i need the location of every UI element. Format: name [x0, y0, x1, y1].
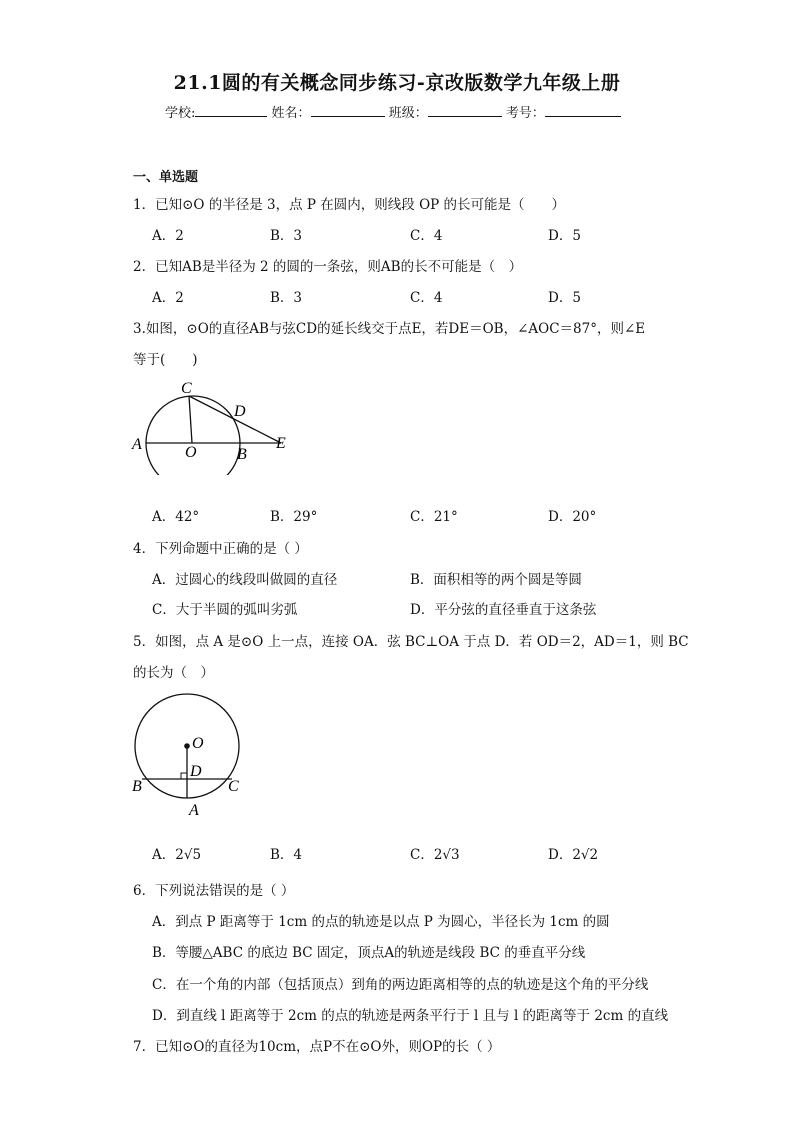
question-3-option-b: B．29° — [270, 509, 318, 525]
question-3-option-a: A．42° — [152, 509, 200, 525]
question-6-option-c: C．在一个角的内部（包括顶点）到角的两边距离相等的点的轨迹是这个角的平分线 — [152, 977, 649, 993]
question-5-option-c: C．2√3 — [410, 847, 460, 863]
circle-o — [146, 396, 240, 475]
right-angle-mark — [181, 773, 187, 779]
student-info-line — [165, 102, 621, 121]
question-4-option-a: A．过圆心的线段叫做圆的直径 — [152, 572, 338, 588]
worksheet-title: 21.1圆的有关概念同步练习-京改版数学九年级上册 — [173, 72, 621, 94]
label-c: C — [181, 380, 192, 397]
question-5-stem-line1: 5．如图，点 A 是⊙O 上一点，连接 OA．弦 BC⊥OA 于点 D．若 OD＝2，AD＝1，则 BC — [133, 634, 689, 650]
question-1-option-a: A．2 — [152, 228, 184, 244]
question-5-option-a: A．2√5 — [152, 847, 202, 863]
label-e: E — [276, 435, 286, 452]
question-5-figure — [128, 690, 258, 820]
question-5-option-d: D．2√2 — [548, 847, 599, 863]
number-label: 考号： — [505, 106, 545, 121]
question-2-option-b: B．3 — [270, 290, 303, 306]
segment-oc — [189, 396, 192, 443]
question-6-option-a: A．到点 P 距离等于 1cm 的点的轨迹是以点 P 为圆心，半径长为 1cm 的圆 — [152, 914, 610, 930]
question-1-option-c: C．4 — [410, 228, 443, 244]
question-1-stem: 1．已知⊙O 的半径是 3，点 P 在圆内，则线段 OP 的长可能是（ ） — [133, 197, 566, 213]
question-5-stem-line2: 的长为（ ） — [133, 665, 214, 681]
question-4-stem: 4．下列命题中正确的是（ ） — [133, 541, 308, 557]
question-6-stem: 6．下列说法错误的是（ ） — [133, 883, 295, 899]
question-4-option-c: C．大于半圆的弧叫劣弧 — [152, 602, 298, 618]
question-6-option-b: B．等腰△ABC 的底边 BC 固定，顶点A的轨迹是线段 BC 的垂直平分线 — [152, 945, 586, 961]
label-c: C — [228, 778, 239, 795]
question-4-option-b: B．面积相等的两个圆是等圆 — [410, 572, 582, 588]
number-blank — [545, 104, 621, 117]
class-blank — [428, 104, 502, 117]
label-b: B — [237, 446, 247, 463]
name-label: 姓名： — [271, 106, 311, 121]
label-d: D — [234, 403, 246, 420]
name-blank — [311, 104, 385, 117]
section-title: 一、单选题 — [133, 170, 199, 185]
label-b: B — [132, 778, 142, 795]
label-a: A — [189, 802, 199, 819]
question-3-figure — [128, 375, 298, 475]
question-1-option-d: D．5 — [548, 228, 581, 244]
question-7-stem: 7．已知⊙O的直径为10cm，点P不在⊙O外，则OP的长（ ） — [133, 1039, 501, 1055]
question-2-option-a: A．2 — [152, 290, 184, 306]
label-a: A — [132, 436, 142, 453]
label-d: D — [190, 763, 202, 780]
question-3-option-d: D．20° — [548, 509, 597, 525]
school-blank — [195, 104, 267, 117]
label-o: O — [185, 444, 197, 461]
school-label: 学校: — [165, 106, 196, 121]
question-5-option-b: B．4 — [270, 847, 303, 863]
question-2-stem: 2．已知AB是半径为 2 的圆的一条弦，则AB的长不可能是（ ） — [133, 259, 523, 275]
question-4-option-d: D．平分弦的直径垂直于这条弦 — [410, 602, 597, 618]
label-o: O — [192, 735, 204, 752]
question-2-option-c: C．4 — [410, 290, 443, 306]
question-2-option-d: D．5 — [548, 290, 581, 306]
center-point-o — [184, 743, 190, 749]
question-6-option-d: D．到直线 l 距离等于 2cm 的点的轨迹是两条平行于 l 且与 l 的距离等于 2cm 的直线 — [152, 1008, 669, 1024]
class-label: 班级： — [388, 106, 428, 121]
question-3-option-c: C．21° — [410, 509, 458, 525]
question-3-stem-line2: 等于( ) — [133, 352, 198, 368]
question-3-stem-line1: 3.如图，⊙O的直径AB与弦CD的延长线交于点E，若DE＝OB，∠AOC＝87°，则∠E — [133, 321, 646, 337]
question-1-option-b: B．3 — [270, 228, 303, 244]
